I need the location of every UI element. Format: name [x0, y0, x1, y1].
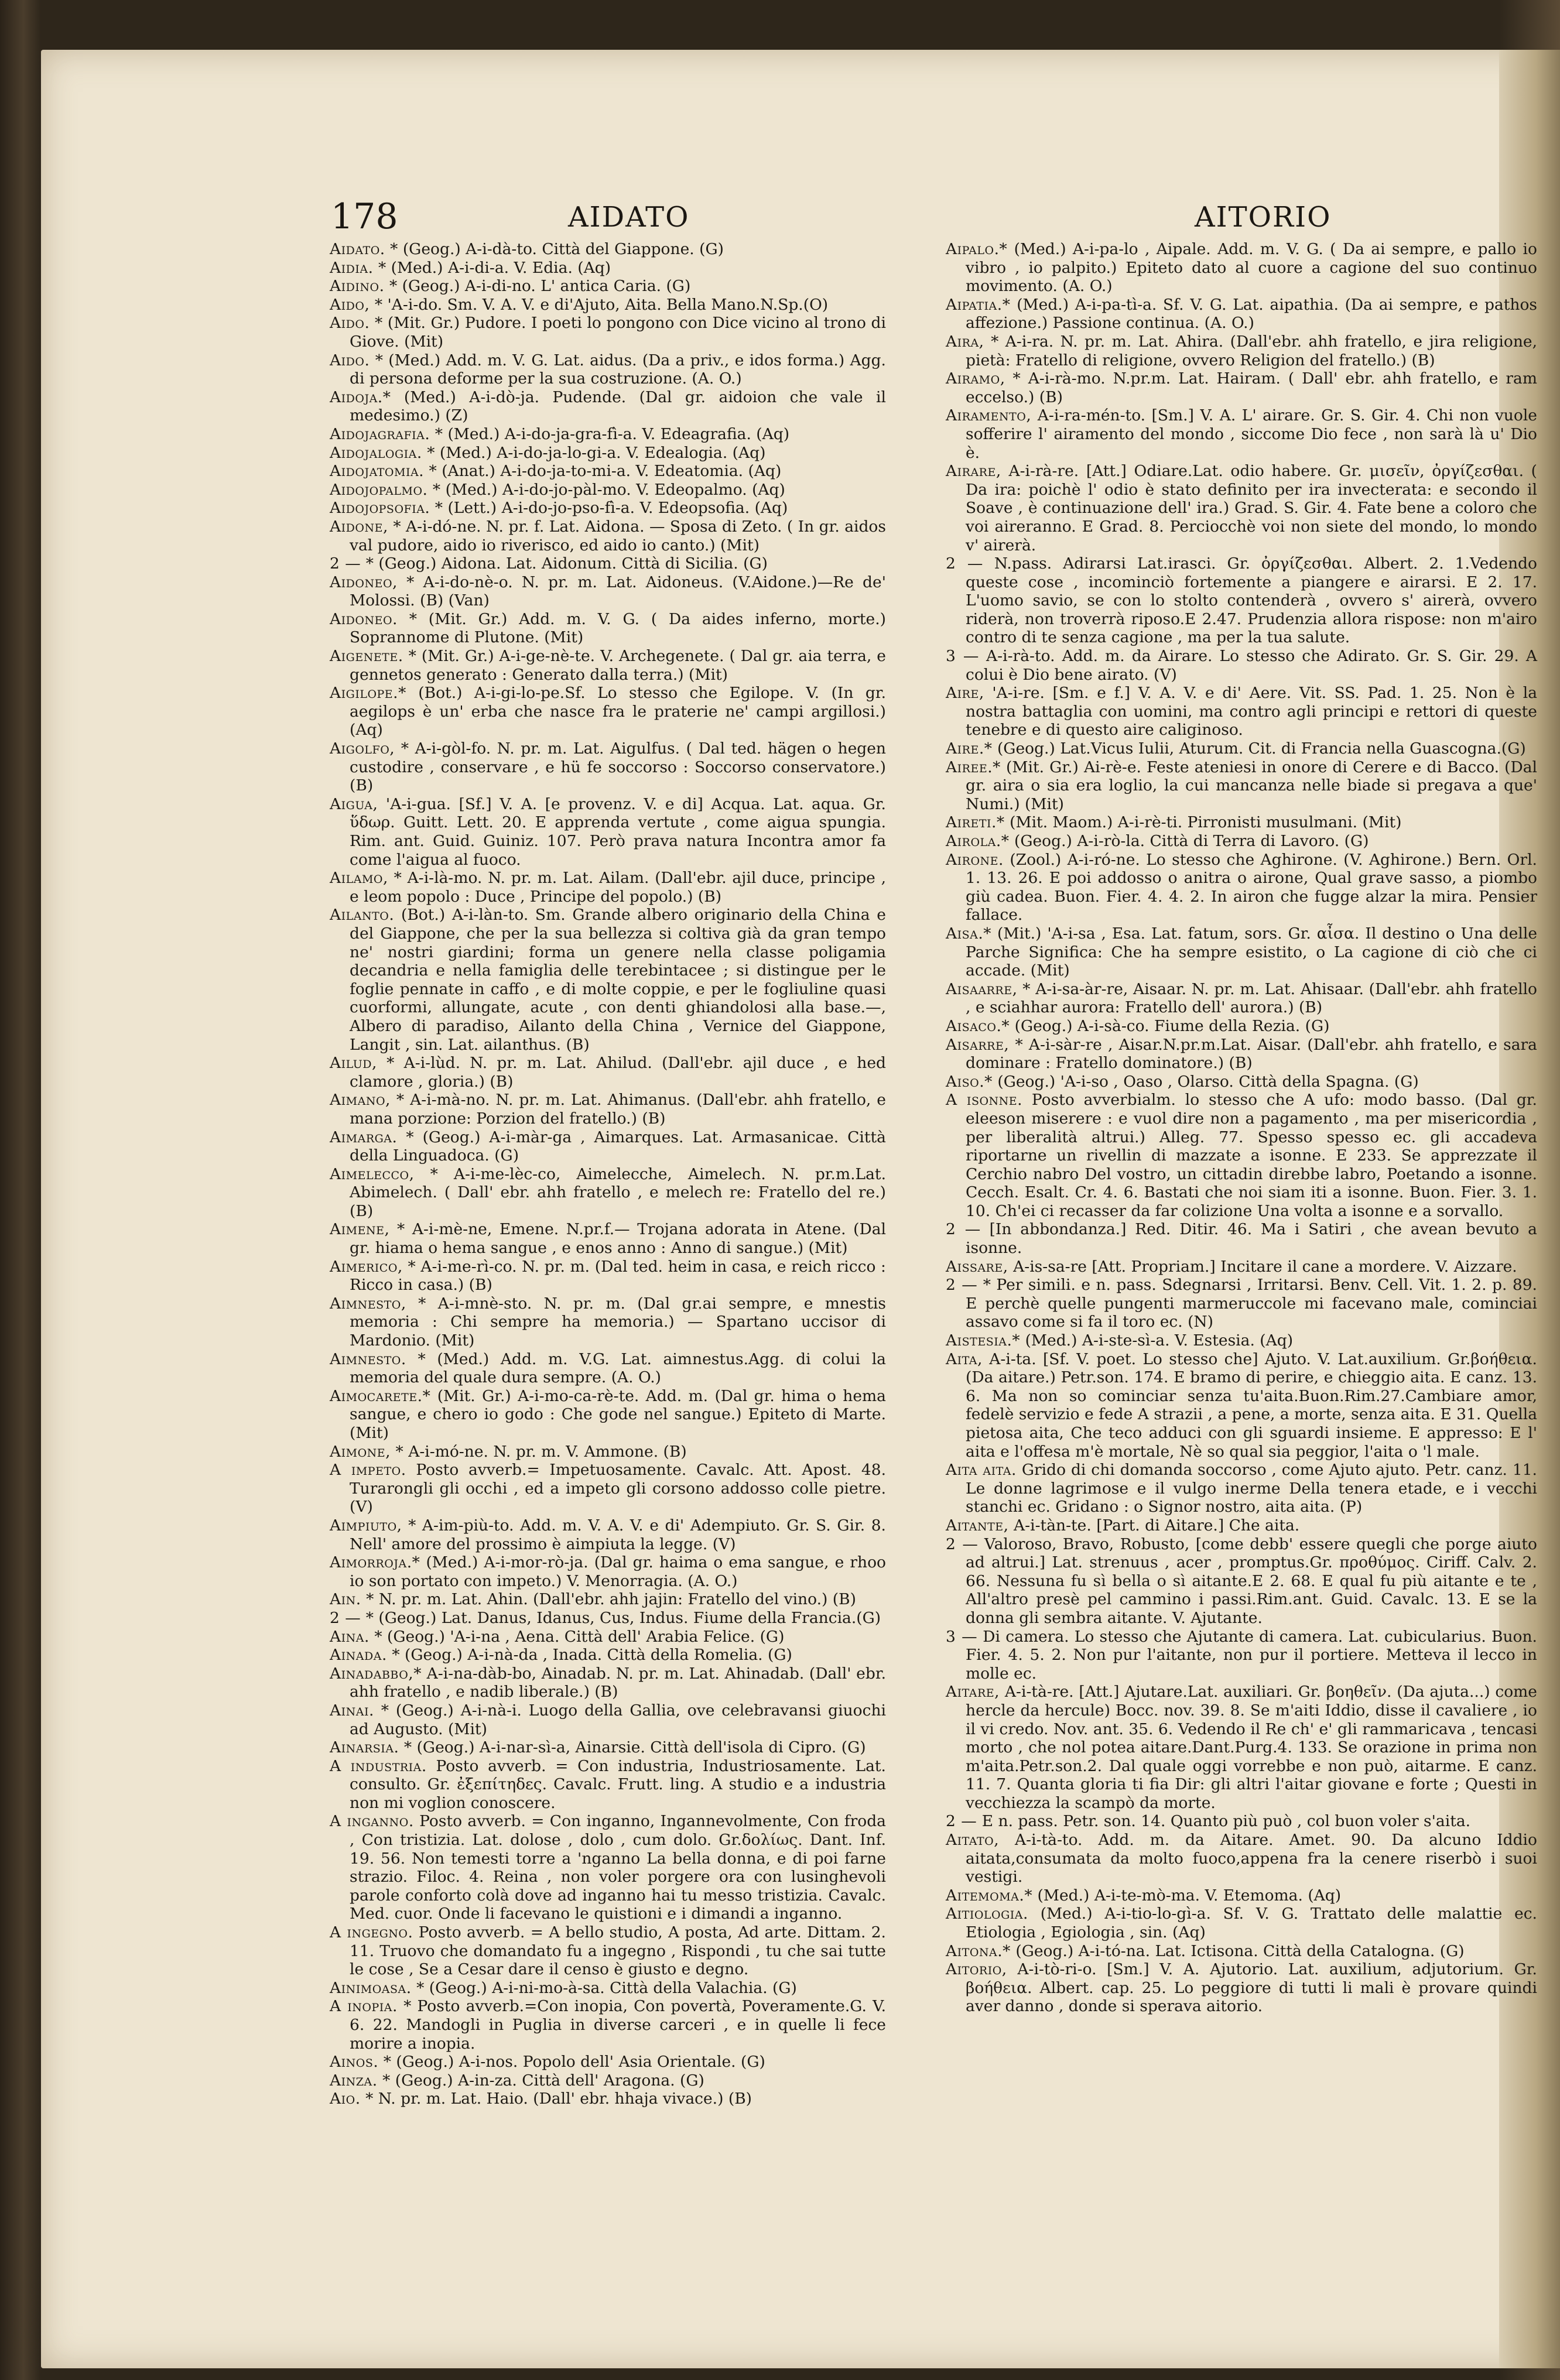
dictionary-entry — [946, 1036, 1537, 1073]
entry-definition: (Mit. Gr.) A-i-mo-ca-rè-te. Add. m. (Dal gr. hima o hema sangue, e chero io godo : Che gode nel sangue.) Epiteto di Marte.(Mit) — [350, 1386, 886, 1442]
dictionary-entry — [946, 369, 1537, 406]
dictionary-entry — [330, 518, 886, 554]
entry-headword: Aidoneo, — [330, 573, 398, 591]
entry-definition: A-i-ta. [Sf. V. poet. Lo stesso che] Ajuto. V. Lat.auxilium. Gr.βοήθεια. (Da aitare.) Petr.son. 174. E bramo di perire, e chieggio aita. E canz. 13. 6. Ma non so cominciar senza tu'aita.Buon.Rim.27.Cambiare amor, fedelè servizio e fede A strazii , a pene, a morte, senza aita. E 31. Quella pietosa aita, Che teco adduci con gli sguardi insieme. E appresso: E l' aita e l'offesa m'è mortale, Nè so qual sia peggior, l'aita o 'l male. — [966, 1350, 1537, 1461]
entry-headword: Aidojopalmo. — [330, 480, 428, 499]
dictionary-entry — [946, 462, 1537, 554]
entry-headword: Ainada. — [330, 1646, 387, 1665]
entry-definition: (Bot.) A-i-làn-to. Sm. Grande albero originario della China e del Giappone, che per la sua bellezza si coltiva già da gran tempo ne' nostri giardini; forma un genere nella classe poligamia decandria e nella famiglia delle terebintacee ; si distingue per le foglie pennate in caffo , e di molte coppie, e per le fogliuline quasi cuorformi, allungate, acute , con denti ghiandolosi alla base.—, Albero di paradiso, Ailanto della China , Vernice del Giappone, Langit , sin. Lat. ailanthus. (B) — [350, 906, 886, 1054]
entry-definition: * (Geog.) A-i-di-no. L' antica Caria. (G) — [389, 277, 691, 296]
dictionary-entry — [946, 832, 1537, 851]
dictionary-entry — [330, 1553, 886, 1590]
entry-headword: 2 — — [946, 1535, 979, 1553]
entry-definition: (Geog.) A-i-rò-la. Città di Terra di Lavoro. (G) — [1014, 832, 1369, 850]
entry-headword: Aitemoma.* — [946, 1886, 1033, 1905]
dictionary-entry — [330, 425, 886, 444]
dictionary-entry — [946, 758, 1537, 814]
dictionary-entry — [330, 1165, 886, 1221]
dictionary-entry — [946, 1942, 1537, 1961]
dictionary-entry — [330, 906, 886, 1054]
dictionary-entry — [330, 1923, 886, 1979]
entry-headword: A impeto. — [330, 1461, 406, 1480]
entry-headword: Aisarre, — [946, 1035, 1010, 1054]
entry-headword: Aido. — [330, 351, 370, 369]
entry-definition: * (Med.) Add. m. V.G. Lat. aimnestus.Agg. di colui la memoria del quale dura sempre. (A. O.) — [350, 1350, 886, 1387]
entry-definition: * A-i-sa-àr-re, Aisaar. N. pr. m. Lat. Ahisaar. (Dall'ebr. ahh fratello , e sciahhar aurora: Fratello dell' aurora.) (B) — [966, 980, 1537, 1017]
entry-definition: * Per simili. e n. pass. Sdegnarsi , Irritarsi. Benv. Cell. Vit. 1. 2. p. 89. E perchè quelle pungenti marmeruccole mi facevano male, cominciai assavo come si fa il toro ec. (N) — [966, 1276, 1537, 1331]
dictionary-entry — [330, 1665, 886, 1701]
entry-definition: (Med.) A-i-pa-lo , Aipale. Add. m. V. G. ( Da ai sempre, e pallo io vibro , io palpito.) Epiteto dato al cuore a cagione del suo continuo movimento. (A. O.) — [966, 240, 1537, 296]
dictionary-entry — [946, 980, 1537, 1017]
dictionary-entry — [946, 851, 1537, 924]
entry-definition: * (Geog.) 'A-i-na , Aena. Città dell' Arabia Felice. (G) — [374, 1627, 785, 1646]
entry-headword: 2 — — [946, 1276, 978, 1295]
dictionary-entry — [946, 1535, 1537, 1628]
entry-definition: * (Geog.) Aidona. Lat. Aidonum. Città di Sicilia. (G) — [365, 554, 768, 573]
dictionary-entry — [946, 1350, 1537, 1461]
entry-headword: Aipatia.* — [946, 295, 1011, 314]
entry-headword: Aidone, — [330, 517, 388, 536]
entry-headword: Aigilope.* — [330, 684, 406, 703]
dictionary-entry — [946, 1886, 1537, 1905]
entry-headword: Airee.* — [946, 758, 1001, 776]
entry-definition: Grido di chi domanda soccorso , come Ajuto ajuto. Petr. canz. 11. Le donne lagrimose e il vulgo inerme Della tenera etade, e i vecchi stanchi ec. Gridano : o Signor nostro, aita aita. (P) — [966, 1461, 1537, 1516]
entry-definition: * A-im-più-to. Add. m. V. A. V. e di' Adempiuto. Gr. S. Gir. 8. Nell' amore del prossimo è aimpiuta la legge. (V) — [350, 1516, 886, 1553]
entry-definition: (Med.) A-i-ste-sì-a. V. Estesia. (Aq) — [1025, 1331, 1294, 1350]
dictionary-entry — [330, 1997, 886, 2053]
entry-headword: Aimone, — [330, 1442, 391, 1461]
running-head-left: AIDATO — [568, 201, 690, 234]
dictionary-entry — [330, 2071, 886, 2090]
entry-headword: Ainza. — [330, 2071, 378, 2090]
entry-headword: Aimorroja.* — [330, 1553, 420, 1572]
entry-headword: Aimano, — [330, 1091, 391, 1109]
dictionary-entry — [946, 813, 1537, 832]
dictionary-entry — [946, 1831, 1537, 1886]
dictionary-entry — [330, 1054, 886, 1091]
entry-headword: Aisa.* — [946, 924, 992, 943]
entry-headword: Aira, — [946, 332, 984, 351]
entry-headword: A inganno. — [330, 1812, 414, 1831]
entry-definition: * A-i-mó-ne. N. pr. m. V. Ammone. (B) — [395, 1442, 687, 1461]
dictionary-entry — [946, 333, 1537, 369]
entry-headword: Aidato. — [330, 240, 385, 258]
entry-definition: * A-i-me-lèc-co, Aimelecche, Aimelech. N. pr.m.Lat. Abimelech. ( Dall' ebr. ahh fratello , e melech re: Fratello del re.) (B) — [350, 1165, 886, 1220]
entry-definition: (Geog.) Lat.Vicus Iulii, Aturum. Cit. di Francia nella Guascogna.(G) — [997, 739, 1526, 758]
entry-definition: (Zool.) A-i-ró-ne. Lo stesso che Aghirone. (V. Aghirone.) Bern. Orl. 1. 13. 26. E poi addosso o anitra o airone, Qual grave sasso, a piombo giù cadea. Buon. Fier. 4. 4. 2. In airon che fugge alzar la mira. Pensier fallace. — [966, 850, 1537, 924]
entry-headword: Ailanto. — [330, 906, 395, 924]
dictionary-entry — [330, 388, 886, 425]
entry-headword: Aidia. — [330, 258, 374, 277]
entry-headword: Aissare, — [946, 1257, 1008, 1276]
entry-headword: Ainos. — [330, 2053, 379, 2071]
entry-definition: * A-i-rà-mo. N.pr.m. Lat. Hairam. ( Dall' ebr. ahh fratello, e ram eccelso.) (B) — [966, 369, 1537, 406]
entry-definition: * A-i-mnè-sto. N. pr. m. (Dal gr.ai sempre, e mnestis memoria : Chi sempre ha memoria.) — Spartano uccisor di Mardonio. (Mit) — [350, 1294, 886, 1350]
dictionary-entry — [330, 240, 886, 259]
entry-definition: * (Geog.) A-i-dà-to. Città del Giappone. (G) — [390, 240, 724, 258]
entry-definition: Posto avverb. = Con industria, Industriosamente. Lat. consulto. Gr. ἐξεπίτηδες. Cavalc. Frutt. ling. A studio e a industria non mi voglion conoscere. — [350, 1756, 886, 1812]
dictionary-entry — [330, 259, 886, 278]
entry-headword: Aimnesto. — [330, 1350, 406, 1368]
entry-headword: Aitorio, — [946, 1960, 1007, 1979]
dictionary-entry — [330, 1258, 886, 1295]
dictionary-entry — [330, 739, 886, 795]
dictionary-entry — [330, 1979, 886, 1998]
entry-headword: Ain. — [330, 1590, 361, 1609]
dictionary-entry — [946, 1461, 1537, 1516]
entry-headword: Aitona.* — [946, 1941, 1011, 1960]
entry-definition: * (Med.) A-i-di-a. V. Edia. (Aq) — [378, 258, 611, 277]
entry-headword: Aimocarete.* — [330, 1386, 431, 1405]
entry-definition: * A-i-mà-no. N. pr. m. Lat. Ahimanus. (Dall'ebr. ahh fratello, e mana porzione: Porzion del fratello.) (B) — [350, 1091, 886, 1128]
entry-definition: A-is-sa-re [Att. Propriam.] Incitare il cane a mordere. V. Aizzare. — [1013, 1257, 1517, 1276]
entry-definition: 'A-i-re. [Sm. e f.] V. A. V. e di' Aere. Vit. SS. Pad. 1. 25. Non è la nostra battaglia con uomini, ma contro agli principi e rettori di queste tenebre e di questo aire caliginoso. — [966, 684, 1537, 739]
dictionary-entry — [330, 314, 886, 351]
entry-definition: * (Anat.) A-i-do-ja-to-mi-a. V. Edeatomia. (Aq) — [429, 462, 782, 481]
entry-definition: * Posto avverb.=Con inopia, Con povertà, Poveramente.G. V. 6. 22. Mandogli in Puglia in diverse carceri , e in quelle li fece morire a inopia. — [350, 1997, 887, 2053]
entry-definition: A-i-tò-ri-o. [Sm.] V. A. Ajutorio. Lat. auxilium, adjutorium. Gr. βοήθεια. Albert. cap. 25. Lo peggiore di tutti li mali è provare quindi aver danno , donde si sperava aitorio. — [966, 1960, 1537, 2016]
entry-headword: Aio. — [330, 2090, 361, 2108]
entry-headword: 3 — — [946, 1627, 978, 1646]
dictionary-entry — [330, 554, 886, 573]
entry-headword: Aigenete. — [330, 647, 403, 666]
entry-headword: Airare, — [946, 462, 1001, 481]
entry-headword: Aimelecco, — [330, 1165, 415, 1183]
dictionary-entry — [946, 1017, 1537, 1036]
entry-definition: * A-i-lùd. N. pr. m. Lat. Ahilud. (Dall'ebr. ajil duce , e hed clamore , gloria.) (B) — [350, 1054, 886, 1091]
entry-headword: 2 — — [946, 1812, 977, 1831]
dictionary-entry — [946, 1258, 1537, 1276]
entry-definition: (Med.) A-i-te-mò-ma. V. Etemoma. (Aq) — [1037, 1886, 1342, 1905]
dictionary-entry — [330, 1628, 886, 1646]
entry-headword: Aitare, — [946, 1683, 1000, 1701]
entry-headword: A ingegno. — [330, 1923, 413, 1942]
dictionary-entry — [330, 1757, 886, 1813]
entry-definition: * (Geog.) A-in-za. Città dell' Aragona. (G) — [382, 2071, 704, 2090]
dictionary-entry — [946, 406, 1537, 462]
entry-definition: Posto avverb. = Con inganno, Ingannevolmente, Con froda , Con tristizia. Lat. dolose , dolo , cum dolo. Gr.δολίως. Dant. Inf. 19. 56. Non temesti torre a 'nganno La bella donna, e di poi farne strazio. Filoc. 4. Reina , non voler porgere ora con lusinghevoli parole conforto colà dove ad inganno hai tu messo tristizia. Cavalc. Med. cuor. Onde li facevano le quistioni e i dimandi a inganno. — [350, 1812, 886, 1923]
dictionary-entry — [330, 2053, 886, 2071]
dictionary-entry — [946, 554, 1537, 647]
entry-headword: 2 — — [946, 1220, 981, 1239]
entry-headword: Aina. — [330, 1627, 370, 1646]
entry-headword: Aigolfo, — [330, 739, 395, 758]
entry-definition: * A-i-là-mo. N. pr. m. Lat. Ailam. (Dall'ebr. ajil duce, principe , e leom popolo : Duce , Principe del popolo.) (B) — [350, 869, 886, 906]
entry-headword: Aimarga. — [330, 1128, 398, 1146]
dictionary-entry — [946, 1905, 1537, 1941]
entry-headword: Aisaarre, — [946, 980, 1018, 998]
entry-headword: Airamo, — [946, 369, 1005, 388]
entry-definition: E n. pass. Petr. son. 14. Quanto più può , col buon voler s'aita. — [981, 1812, 1471, 1831]
entry-headword: A industria. — [330, 1756, 427, 1775]
dictionary-entry — [946, 1331, 1537, 1350]
dictionary-entry — [330, 277, 886, 296]
entry-headword: Aimene, — [330, 1220, 390, 1239]
dictionary-entry — [330, 1350, 886, 1387]
entry-headword: Aimnesto, — [330, 1294, 406, 1313]
dictionary-entry — [330, 1461, 886, 1516]
entry-headword: Ainai. — [330, 1701, 374, 1720]
entry-headword: 3 — — [946, 647, 979, 666]
entry-headword: Airamento, — [946, 406, 1032, 425]
entry-definition: (Med.) A-i-tio-lo-gì-a. Sf. V. G. Trattato delle malattie ec. Etiologia , Egiologia , sin. (Aq) — [966, 1905, 1537, 1942]
page-number: 178 — [331, 196, 398, 237]
entry-definition: * A-i-me-rì-co. N. pr. m. (Dal ted. heim in casa, e reich ricco : Ricco in casa.) (B) — [350, 1257, 886, 1295]
entry-headword: A inopia. — [330, 1997, 398, 2016]
entry-definition: Valoroso, Bravo, Robusto, [come debb' essere quegli che porge aiuto ad altrui.] Lat. strenuus , acer , promptus.Gr. προθύμος. Ciriff. Calv. 2. 66. Nessuna fu sì bella o sì aitante.E 2. 68. E qual fu più aitante e te , All'altro presè pel cammino i passi.Rim.ant. Guid. Cavalc. 13. E se la donna gli sembra aitante. V. Ajutante. — [966, 1535, 1537, 1627]
entry-definition: (Geog.) 'A-i-so , Oaso , Olarso. Città della Spagna. (G) — [997, 1072, 1419, 1091]
dictionary-entry — [330, 351, 886, 388]
entry-definition: A-i-rà-re. [Att.] Odiare.Lat. odio habere. Gr. μισεῖν, ὀργίζεσθαι. ( Da ira: poichè l' odio è stato definito per ira invecterata: e secondo il Soave , è continuazione dell' ira.) Grad. S. Gir. 4. Fate bene a coloro che voi aireranno. E Grad. 8. Perciocchè voi non siete del mondo, lo mondo v' airerà. — [966, 462, 1537, 554]
entry-definition: A-i-tàn-te. [Part. di Aitare.] Che aita. — [1014, 1516, 1300, 1535]
entry-definition: * (Geog.) A-i-nos. Popolo dell' Asia Orientale. (G) — [383, 2053, 765, 2071]
dictionary-entry — [330, 444, 886, 463]
entry-definition: (Med.) A-i-dò-ja. Pudende. (Dal gr. aidoion che vale il medesimo.) (Z) — [350, 388, 886, 425]
dictionary-entry — [330, 2090, 886, 2108]
entry-headword: Aitato, — [946, 1831, 1000, 1850]
entry-definition: * N. pr. m. Lat. Haio. (Dall' ebr. hhaja vivace.) (B) — [365, 2090, 752, 2108]
entry-headword: Ailamo, — [330, 869, 388, 888]
entry-headword: Aidoneo. — [330, 609, 398, 628]
entry-headword: Ailud, — [330, 1054, 377, 1073]
dictionary-entry — [946, 1091, 1537, 1220]
entry-headword: Aido, — [330, 295, 370, 314]
entry-headword: Aitante, — [946, 1516, 1009, 1535]
entry-headword: Aire, — [946, 684, 984, 703]
entry-headword: Aimerico, — [330, 1257, 403, 1276]
entry-headword: Aire.* — [946, 739, 993, 758]
entry-definition: * A-i-ra. N. pr. m. Lat. Ahira. (Dall'ebr. ahh fratello, e jira religione, pietà: Fratello di religione, ovvero Religion del fratello.) (B) — [966, 332, 1537, 369]
dictionary-entry — [330, 1701, 886, 1738]
entry-headword: 2 — — [330, 554, 361, 573]
entry-headword: Aita, — [946, 1350, 983, 1368]
dictionary-entry — [330, 1646, 886, 1665]
dictionary-entry — [946, 924, 1537, 980]
entry-definition: * (Med.) A-i-do-ja-gra-fì-a. V. Edeagrafia. (Aq) — [435, 424, 790, 443]
entry-headword: Aisaco.* — [946, 1016, 1010, 1035]
dictionary-entry — [330, 1516, 886, 1553]
entry-definition: * (Mit. Gr.) Pudore. I poeti lo pongono con Dice vicino al trono di Giove. (Mit) — [350, 314, 886, 351]
entry-definition: * N. pr. m. Lat. Ahin. (Dall'ebr. ahh jajin: Fratello del vino.) (B) — [366, 1590, 856, 1609]
entry-definition: [In abbondanza.] Red. Ditir. 46. Ma i Satiri , che avean bevuto a isonne. — [966, 1220, 1537, 1258]
entry-definition: * (Lett.) A-i-do-jo-pso-fì-a. V. Edeopsofia. (Aq) — [435, 499, 788, 518]
entry-definition: * (Geog.) A-i-nar-sì-a, Ainarsie. Città dell'isola di Cipro. (G) — [403, 1738, 866, 1757]
entry-definition: * A-i-mè-ne, Emene. N.pr.f.— Trojana adorata in Atene. (Dal gr. hiama o hema sangue , e enos anno : Anno di sangue.) (Mit) — [350, 1220, 886, 1258]
entry-definition: Posto avverbialm. lo stesso che A ufo: modo basso. (Dal gr. eleeson miserere : e vuol dire non a pagamento , ma per misericordia , per liberalità altrui.) Alleg. 77. Spesso spesso ec. gli accadeva riportarne un rivellin di mazzate a isonne. E 233. Se apprezzate il Cerchio nabro Del vostro, un cittadin direbbe labro, Poetando a isonne. Cecch. Esalt. Cr. 4. 6. Bastati che noi siam iti a isonne. Buon. Fier. 3. 1. 10. Ch'ei ci recasser da far colizione Una volta a isonne e a sorvallo. — [966, 1091, 1537, 1220]
entry-headword: Ainimoasa. — [330, 1978, 412, 1997]
running-head-right: AITORIO — [1195, 201, 1332, 234]
entry-headword: Aigua, — [330, 795, 378, 813]
entry-definition: (Med.) A-i-mor-rò-ja. (Dal gr. haima o ema sangue, e rhoo io son portato con impeto.) V. Menorragia. (A. O.) — [350, 1553, 886, 1590]
entry-headword: Aidojagrafia. — [330, 424, 430, 443]
entry-definition: N.pass. Adirarsi Lat.irasci. Gr. ὀργίζεσθαι. Albert. 2. 1.Vedendo queste cose , incominciò fortemente a piangere e airarsi. E 2. 17. L'uomo savio, se con lo stolto contenderà , ovvero s' airerà, ovvero riderà, non troverrà riposo.E 2.47. Prudenzia allora rispose: non m'airo contro di te senza cagione , ma per la tua salute. — [966, 554, 1537, 647]
dictionary-entry — [946, 1220, 1537, 1257]
dictionary-entry — [946, 1073, 1537, 1091]
entry-definition: * (Mit. Gr.) Add. m. V. G. ( Da aides inferno, morte.) Soprannome di Plutone. (Mit) — [350, 609, 886, 647]
dictionary-entry — [330, 462, 886, 481]
entry-definition: * (Geog.) A-i-màr-ga , Aimarques. Lat. Armasanicae. Città della Linguadoca. (G) — [350, 1128, 886, 1165]
entry-definition: * (Geog.) Lat. Danus, Idanus, Cus, Indus. Fiume della Francia.(G) — [365, 1608, 881, 1627]
dictionary-entry — [330, 1295, 886, 1350]
entry-definition: * (Geog.) A-i-nà-da , Inada. Città della Romelia. (G) — [392, 1646, 792, 1665]
right-column — [946, 240, 1537, 2016]
entry-definition: A-i-tà-to. Add. m. da Aitare. Amet. 90. Da alcuno Iddio aitata,consumata da molto fuoco,appena fra la cenere riserbò i suoi vestigi. — [966, 1831, 1537, 1886]
dictionary-entry — [330, 1609, 886, 1628]
dictionary-entry — [946, 1683, 1537, 1812]
entry-headword: Airone. — [946, 850, 1004, 869]
entry-definition: * (Geog.) A-i-ni-mo-à-sa. Città della Valachia. (G) — [416, 1978, 797, 1997]
entry-definition: * (Med.) A-i-do-jo-pàl-mo. V. Edeopalmo. (Aq) — [432, 480, 785, 499]
dictionary-entry — [330, 296, 886, 314]
dictionary-entry — [946, 739, 1537, 758]
entry-definition: (Mit. Gr.) Ai-rè-e. Feste ateniesi in onore di Cerere e di Bacco. (Dal gr. aira o sia era loglio, la cui mancanza nelle biade si pregava a que' Numi.) (Mit) — [966, 758, 1537, 813]
entry-headword: Aidojalogia. — [330, 443, 422, 462]
entry-headword: Aidoja.* — [330, 388, 391, 406]
entry-definition: Posto avverb.= Impetuosamente. Cavalc. Att. Apost. 48. Turarongli gli occhi , ed a impeto gli corsono addosso colle pietre.(V) — [350, 1461, 886, 1516]
entry-headword: Aidino. — [330, 277, 385, 296]
dictionary-entry — [330, 481, 886, 499]
entry-definition: A-i-rà-to. Add. m. da Airare. Lo stesso che Adirato. Gr. S. Gir. 29. A colui è Dio bene airato. (V) — [966, 647, 1537, 684]
dictionary-entry — [946, 1276, 1537, 1331]
entry-definition: * A-i-sàr-re , Aisar.N.pr.m.Lat. Aisar. (Dall'ebr. ahh fratello, e sara dominare : Fratello dominatore.) (B) — [966, 1035, 1537, 1073]
entry-headword: Aimpiuto, — [330, 1516, 402, 1535]
entry-headword: Aireti.* — [946, 813, 1005, 832]
dictionary-entry — [946, 296, 1537, 333]
dictionary-entry — [330, 1128, 886, 1165]
dictionary-entry — [946, 1628, 1537, 1683]
dictionary-entry — [330, 610, 886, 647]
entry-definition: A-i-ra-mén-to. [Sm.] V. A. L' airare. Gr. S. Gir. 4. Chi non vuole sofferire l' airamento del mondo , siccome Dio fece , non sarà là u' Dio è. — [966, 406, 1537, 462]
entry-headword: Aiso.* — [946, 1072, 993, 1091]
entry-definition: A-i-tà-re. [Att.] Ajutare.Lat. auxiliari. Gr. βοηθεῖν. (Da ajuta...) come hercle da hercule) Bocc. nov. 39. 8. Se m'aiti Iddio, disse il cavaliere , io il vi credo. Nov. ant. 35. 6. Vedendo il Re ch' e' gli rammaricava , tencasi morto , che nol potea aitare.Dant.Purg.4. 133. Se orazione in prima non m'aita.Petr.son.2. Dal quale oggi vorrebbe e non può, aitarme. E canz. 11. 7. Quanta gloria ti fia Dir: gli altri l'aitar giovane e forte ; Questi in vecchiezza la scampò da morte. — [966, 1683, 1537, 1812]
entry-headword: 2 — — [946, 554, 983, 573]
entry-definition: * (Geog.) A-i-nà-i. Luogo della Gallia, ove celebravansi giuochi ad Augusto. (Mit) — [350, 1701, 886, 1738]
dictionary-entry — [946, 684, 1537, 739]
entry-definition: * A-i-gòl-fo. N. pr. m. Lat. Aigulfus. ( Dal ted. hägen o hegen custodire , conservare , e hü fe soccorso : Soccorso conservatore.) (B) — [350, 739, 886, 795]
entry-definition: (Mit.) 'A-i-sa , Esa. Lat. fatum, sors. Gr. αἶσα. Il destino o Una delle Parche Significa: Che ha sempre esistito, o La cagione di ciò che ci accade. (Mit) — [966, 924, 1537, 980]
entry-headword: A isonne. — [946, 1091, 1023, 1109]
dictionary-entry — [330, 1738, 886, 1757]
entry-definition: A-i-na-dàb-bo, Ainadab. N. pr. m. Lat. Ahinadab. (Dall' ebr. ahh fratello , e nadib liberale.) (B) — [350, 1664, 886, 1701]
dictionary-entry — [946, 1812, 1537, 1831]
dictionary-entry — [330, 869, 886, 906]
entry-definition: (Bot.) A-i-gi-lo-pe.Sf. Lo stesso che Egilope. V. (In gr. aegilops è un' erba che nasce fra le praterie ne' campi argillosi.) (Aq) — [350, 684, 886, 739]
entry-headword: Ainarsia. — [330, 1738, 399, 1757]
dictionary-entry — [946, 647, 1537, 684]
entry-definition: Posto avverb. = A bello studio, A posta, Ad arte. Dittam. 2. 11. Truovo che domandato fu a ingegno , Rispondi , tu che sai tutte le cose , Se a Cesar dare il censo è giusto e degno. — [350, 1923, 886, 1979]
left-column — [330, 240, 886, 2108]
dictionary-entry — [330, 1091, 886, 1128]
entry-definition: * A-i-do-nè-o. N. pr. m. Lat. Aidoneus. (V.Aidone.)—Re de' Molossi. (B) (Van) — [350, 573, 886, 610]
dictionary-entry — [330, 647, 886, 684]
entry-definition: (Geog.) A-i-sà-co. Fiume della Rezia. (G) — [1014, 1016, 1330, 1035]
dictionary-entry — [946, 1960, 1537, 2016]
dictionary-entry — [330, 795, 886, 869]
dictionary-entry — [330, 1387, 886, 1443]
dictionary-entry — [330, 573, 886, 610]
dictionary-entry — [330, 684, 886, 739]
entry-definition: (Geog.) A-i-tó-na. Lat. Ictisona. Città della Catalogna. (G) — [1015, 1941, 1465, 1960]
entry-headword: Aipalo.* — [946, 240, 1008, 258]
dictionary-entry — [330, 1590, 886, 1609]
entry-headword: Aidojopsofia. — [330, 499, 430, 518]
entry-definition: (Mit. Maom.) A-i-rè-ti. Pirronisti musulmani. (Mit) — [1010, 813, 1402, 832]
dictionary-entry — [330, 499, 886, 518]
entry-headword: Ainadabbo,* — [330, 1664, 422, 1683]
entry-headword: Aitiologia. — [946, 1905, 1028, 1923]
dictionary-entry — [330, 1220, 886, 1257]
entry-headword: Aidojatomia. — [330, 462, 425, 481]
entry-definition: * A-i-dó-ne. N. pr. f. Lat. Aidona. — Sposa di Zeto. ( In gr. aidos val pudore, aido io riverisco, ed aido io canto.) (Mit) — [350, 517, 886, 554]
entry-headword: Aistesia.* — [946, 1331, 1021, 1350]
entry-definition: (Med.) A-i-pa-tì-a. Sf. V. G. Lat. aipathia. (Da ai sempre, e pathos affezione.) Passione continua. (A. O.) — [966, 295, 1537, 333]
entry-definition: * (Med.) Add. m. V. G. Lat. aidus. (Da a priv., e idos forma.) Agg. di persona deforme per la sua costruzione. (A. O.) — [350, 351, 886, 388]
entry-headword: Airola.* — [946, 832, 1010, 850]
entry-definition: * (Mit. Gr.) A-i-ge-nè-te. V. Archegenete. ( Dal gr. aia terra, e gennetos generato : Generato dalla terra.) (Mit) — [350, 647, 886, 684]
entry-definition: * 'A-i-do. Sm. V. A. V. e di'Ajuto, Aita. Bella Mano.N.Sp.(O) — [374, 295, 829, 314]
entry-definition: Di camera. Lo stesso che Ajutante di camera. Lat. cubicularius. Buon. Fier. 4. 5. 2. Non pur l'aitante, non pur il portiere. Metteva il lecco in molle ec. — [966, 1627, 1537, 1683]
entry-headword: Aido. — [330, 314, 370, 333]
entry-definition: * (Med.) A-i-do-ja-lo-gi-a. V. Edealogia. (Aq) — [427, 443, 766, 462]
dictionary-entry — [330, 1812, 886, 1923]
dictionary-entry — [946, 240, 1537, 296]
entry-headword: 2 — — [330, 1608, 361, 1627]
dictionary-entry — [946, 1516, 1537, 1535]
dictionary-entry — [330, 1443, 886, 1461]
entry-headword: Aita aita. — [946, 1461, 1017, 1480]
entry-definition: 'A-i-gua. [Sf.] V. A. [e provenz. V. e di] Acqua. Lat. aqua. Gr. ὕδωρ. Guitt. Lett. 20. E apprenda vertute , come aigua spungia. Rim. ant. Guid. Guiniz. 107. Però prava natura Incontra amor fa come l'aigua al fuoco. — [350, 795, 886, 869]
